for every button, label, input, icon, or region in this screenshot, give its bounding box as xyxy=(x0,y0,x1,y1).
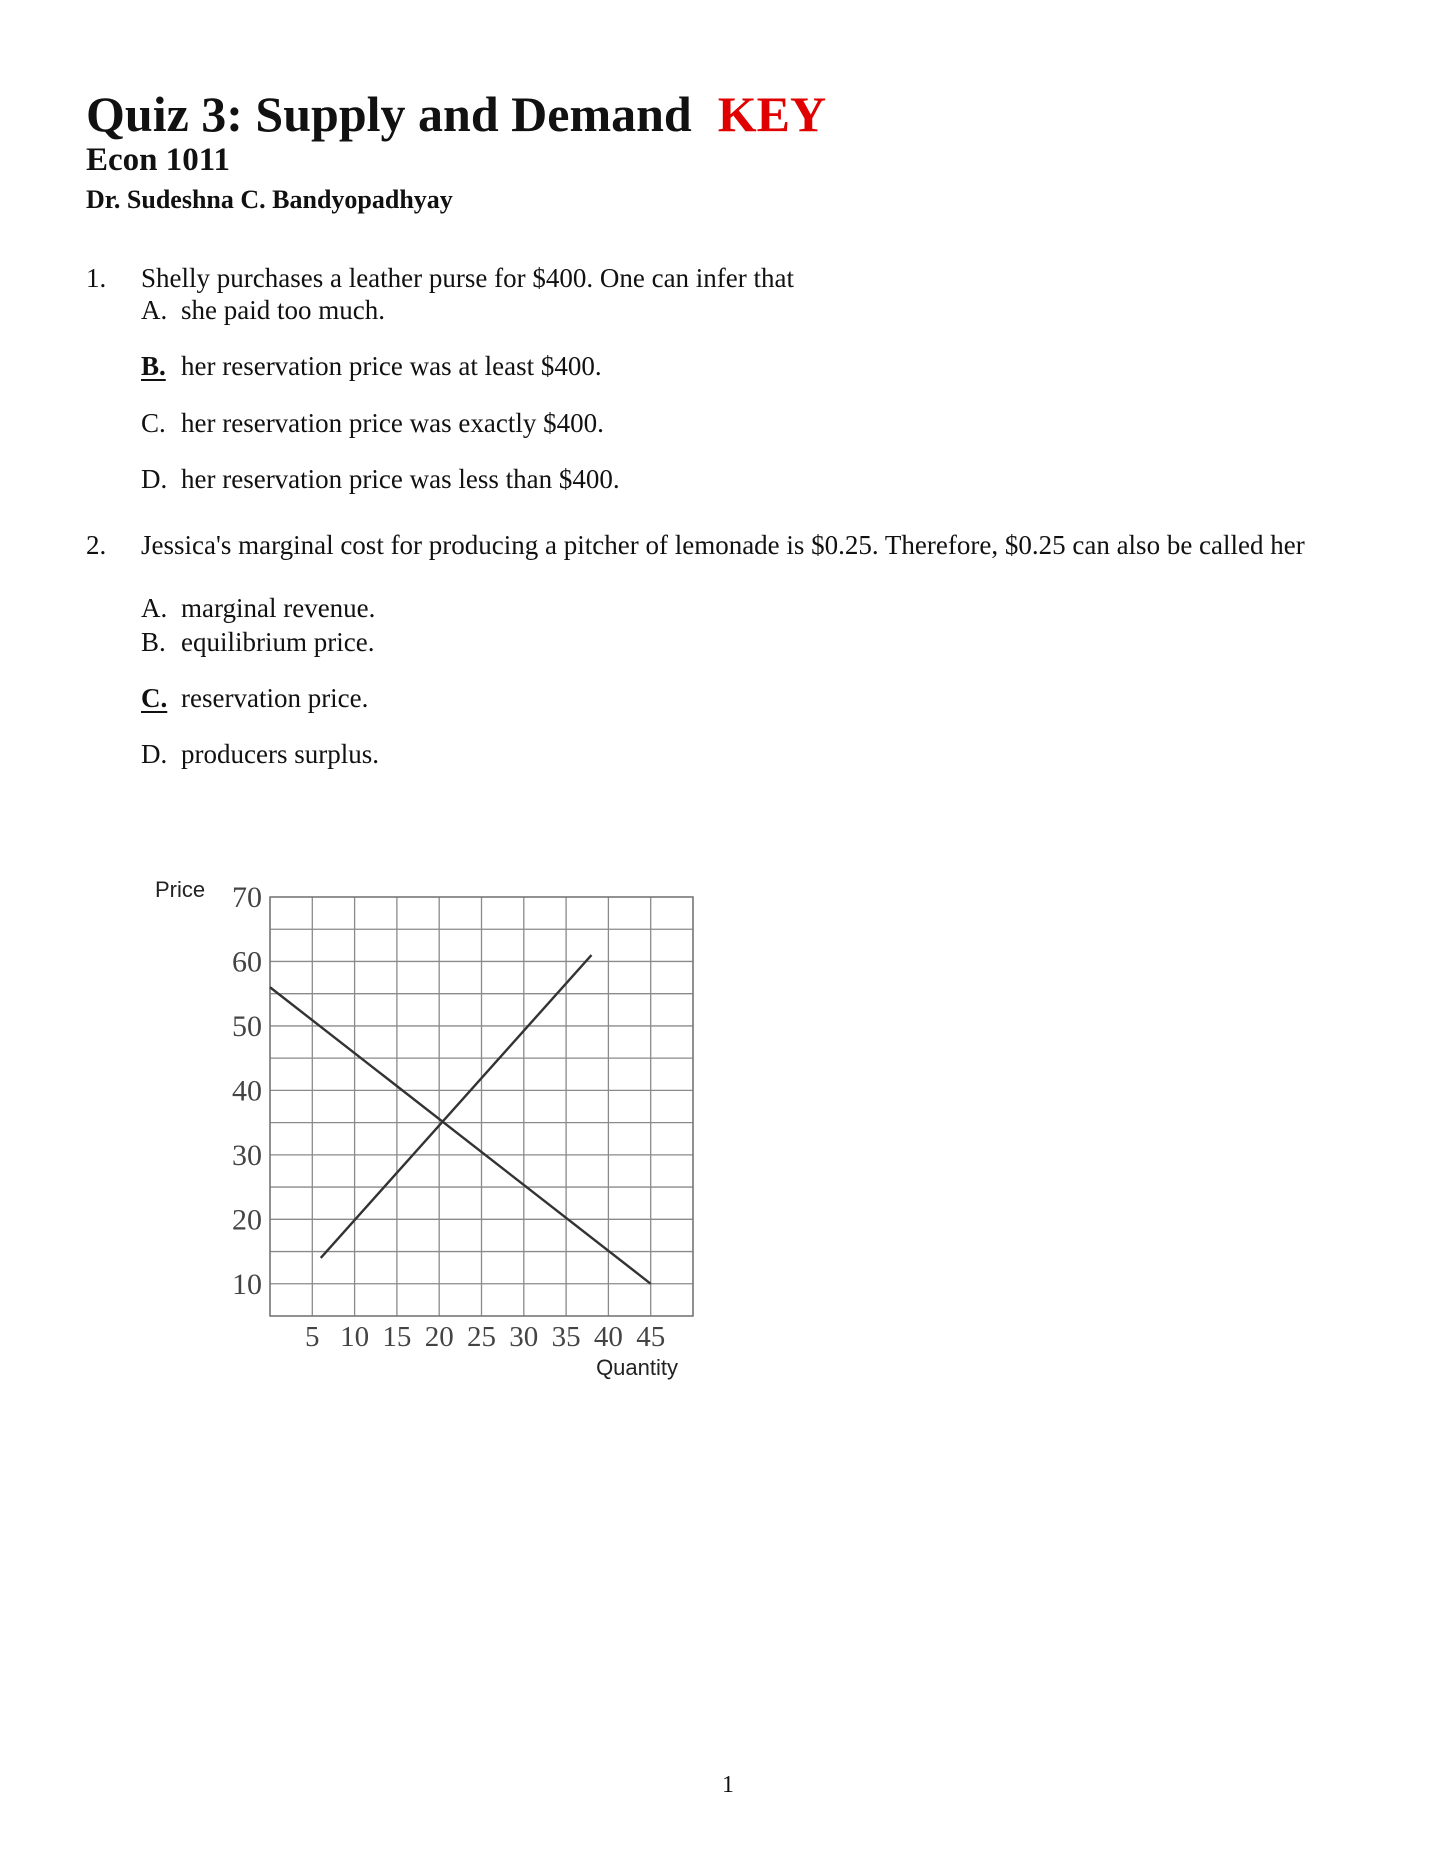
x-tick-labels xyxy=(305,1321,665,1353)
key-label: KEY xyxy=(717,86,827,142)
option-letter: A. xyxy=(141,295,168,325)
option-text: her reservation price was at least $400. xyxy=(181,351,602,381)
page-number: 1 xyxy=(722,1772,734,1798)
option-text: reservation price. xyxy=(181,683,369,713)
option-text: equilibrium price. xyxy=(181,627,375,657)
chart-grid xyxy=(270,897,693,1316)
x-tick-label: 30 xyxy=(509,1321,539,1353)
title-text: Quiz 3: Supply and Demand xyxy=(86,86,692,142)
chart-curves xyxy=(270,955,651,1284)
y-tick-label: 40 xyxy=(232,1074,262,1108)
option-letter-correct: B. xyxy=(141,351,166,381)
x-tick-label: 20 xyxy=(424,1321,454,1353)
y-tick-label: 50 xyxy=(232,1009,262,1043)
option-text: her reservation price was less than $400. xyxy=(181,464,620,494)
supply-curve xyxy=(321,955,592,1258)
y-tick-label: 60 xyxy=(232,945,262,979)
option-letter: A. xyxy=(141,593,168,623)
option-text: marginal revenue. xyxy=(181,593,376,623)
x-tick-label: 35 xyxy=(551,1321,581,1353)
course-name: Econ 1011 xyxy=(86,142,230,178)
question-2-text: Jessica's marginal cost for producing a pitcher of lemonade is $0.25. Therefore, $0.25 can also be called her xyxy=(141,530,1305,560)
instructor-name: Dr. Sudeshna C. Bandyopadhyay xyxy=(86,185,453,214)
question-2-number: 2. xyxy=(86,530,107,560)
x-tick-label: 40 xyxy=(593,1321,623,1353)
demand-curve xyxy=(270,987,651,1284)
x-tick-label: 5 xyxy=(305,1321,320,1353)
y-tick-label: 20 xyxy=(232,1203,262,1237)
y-tick-labels xyxy=(232,881,262,1301)
x-tick-label: 15 xyxy=(382,1321,412,1353)
option-text: her reservation price was exactly $400. xyxy=(181,408,604,438)
x-tick-label: 45 xyxy=(636,1321,666,1353)
x-tick-label: 25 xyxy=(467,1321,496,1353)
x-tick-label: 10 xyxy=(340,1321,370,1353)
y-axis-label: Price xyxy=(155,877,206,902)
option-text: she paid too much. xyxy=(181,295,385,325)
option-letter: B. xyxy=(141,627,166,657)
option-letter: D. xyxy=(141,464,168,494)
option-letter: D. xyxy=(141,739,168,769)
y-tick-label: 30 xyxy=(232,1138,262,1172)
y-tick-label: 10 xyxy=(232,1267,262,1301)
question-1-text: Shelly purchases a leather purse for $400. One can infer that xyxy=(141,263,795,293)
option-letter-correct: C. xyxy=(141,683,168,713)
option-text: producers surplus. xyxy=(181,739,379,769)
x-axis-label: Quantity xyxy=(596,1355,678,1380)
option-letter: C. xyxy=(141,408,166,438)
y-tick-label: 70 xyxy=(232,881,262,914)
question-1-number: 1. xyxy=(86,263,107,293)
